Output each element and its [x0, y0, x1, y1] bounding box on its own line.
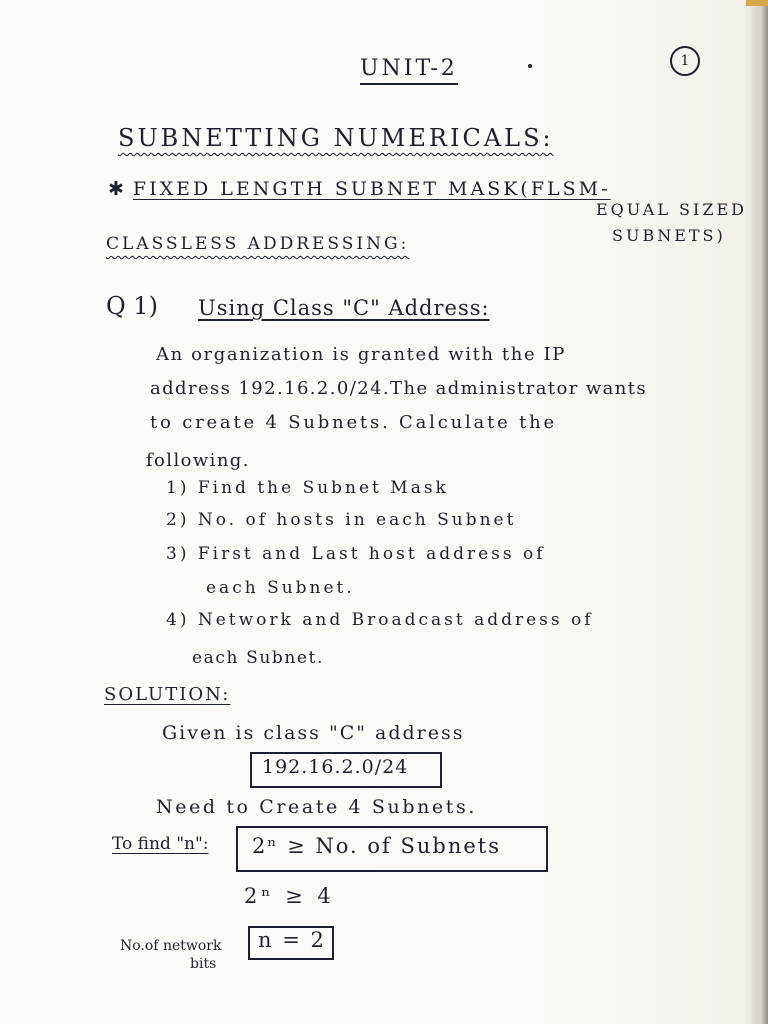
question-item-4: 4) Network and Broadcast address of: [166, 610, 594, 630]
given-line: Given is class "C" address: [162, 722, 465, 744]
given-address: 192.16.2.0/24: [262, 756, 409, 778]
page-number: 1: [680, 53, 690, 69]
solution-label: SOLUTION:: [104, 684, 231, 705]
question-line-4: following.: [146, 450, 250, 471]
unit-heading: UNIT-2: [360, 56, 458, 85]
question-item-3-cont: each Subnet.: [206, 578, 355, 598]
corner-tab: [746, 0, 768, 6]
network-bits-label-2: bits: [190, 956, 217, 972]
formula: 2ⁿ ≥ No. of Subnets: [252, 834, 502, 858]
question-number: Q 1): [106, 292, 158, 320]
question-item-3: 3) First and Last host address of: [166, 544, 546, 564]
ink-dot: [528, 64, 532, 68]
flsm-line-2: EQUAL SIZED: [596, 200, 747, 219]
question-item-1: 1) Find the Subnet Mask: [166, 478, 449, 498]
flsm-heading: [108, 178, 611, 200]
page-number-circle: [670, 46, 700, 76]
find-n-label: To find "n":: [112, 834, 209, 854]
page-title: SUBNETTING NUMERICALS:: [118, 124, 554, 152]
question-line-1: An organization is granted with the IP: [156, 344, 566, 365]
classless-heading: CLASSLESS ADDRESSING:: [106, 234, 410, 254]
question-item-2: 2) No. of hosts in each Subnet: [166, 510, 517, 530]
asterisk-bullet-icon: ✱: [108, 178, 127, 200]
flsm-line-3: SUBNETS): [612, 226, 726, 245]
need-line: Need to Create 4 Subnets.: [156, 796, 477, 818]
formula-2: 2ⁿ ≥ 4: [244, 884, 335, 908]
question-line-2: address 192.16.2.0/24.The administrator wants: [150, 378, 648, 399]
question-item-4-cont: each Subnet.: [192, 648, 324, 668]
question-heading: Using Class "C" Address:: [198, 296, 490, 320]
flsm-line-1: FIXED LENGTH SUBNET MASK(FLSM-: [132, 178, 611, 200]
page-edge-shadow: [750, 0, 768, 1024]
question-line-3: to create 4 Subnets. Calculate the: [150, 412, 557, 433]
result: n = 2: [258, 928, 326, 952]
network-bits-label: No.of network: [120, 938, 222, 954]
